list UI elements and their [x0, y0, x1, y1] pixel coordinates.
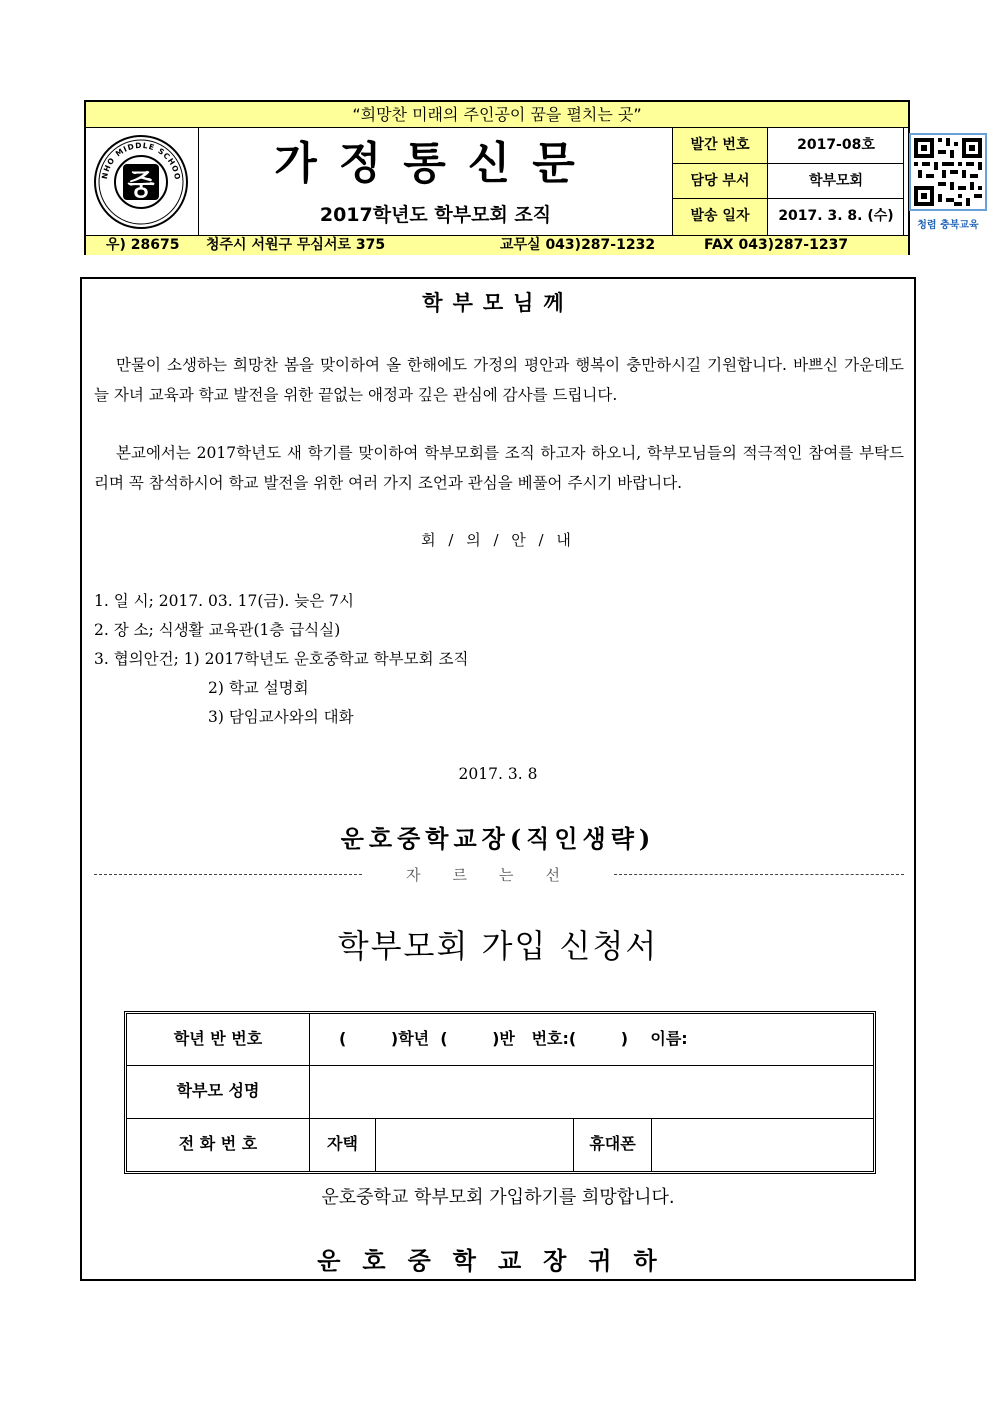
- form-row-class: [127, 1014, 873, 1066]
- qr-cell: [904, 128, 992, 235]
- class-number-field[interactable]: ( )학년 ( )반 번호:( ) 이름:: [339, 1029, 688, 1048]
- school-logo-icon: [86, 128, 196, 235]
- item-agenda-3: 3) 담임교사와의 대화: [208, 708, 354, 726]
- form-row-parent-name: [127, 1066, 873, 1118]
- qr-caption: 청렴 충북교육: [917, 220, 979, 231]
- info-row-send-date: 발송 일자 2017. 3. 8. (수): [673, 199, 903, 235]
- fax-number: FAX 043)287-1237: [704, 237, 849, 253]
- info-row-department: 담당 부서 학부모회: [673, 164, 903, 200]
- address-bar: [86, 235, 908, 255]
- form-row-phone: [127, 1119, 873, 1171]
- info-row-issue-number: 발간 번호 2017-08호: [673, 128, 903, 164]
- header-middle: [86, 128, 979, 235]
- qr-code-icon: [904, 128, 992, 216]
- cut-line: [94, 864, 904, 886]
- item-agenda-2: 2) 학교 설명회: [208, 679, 309, 697]
- letter-box: [80, 277, 916, 1281]
- item-agenda: 3. 협의안건; 1) 2017학년도 운호중학교 학부모회 조직: [94, 650, 469, 668]
- parent-name-field[interactable]: [310, 1066, 873, 1117]
- title-cell: [199, 128, 673, 235]
- item-place: 2. 장 소; 식생활 교육관(1층 급식실): [94, 621, 341, 639]
- application-form-table: [124, 1011, 876, 1174]
- item-datetime: 1. 일 시; 2017. 03. 17(금). 늦은 7시: [94, 592, 354, 610]
- parent-name-label: 학부모 성명: [127, 1066, 310, 1117]
- issue-info-table: [673, 128, 904, 235]
- logo-char: 중: [127, 168, 155, 201]
- mobile-phone-label: 휴대폰: [574, 1119, 652, 1171]
- greeting: 학부모님께: [422, 291, 574, 315]
- school-slogan: “희망찬 미래의 주인공이 꿈을 펼치는 곳”: [86, 102, 908, 128]
- postal-code: 우) 28675: [106, 237, 180, 253]
- cut-line-label: 자르는선: [406, 866, 592, 884]
- mobile-phone-field[interactable]: [652, 1119, 873, 1171]
- street-address: 청주시 서원구 무심서로 375: [206, 237, 386, 253]
- newsletter-header: [84, 100, 979, 255]
- application-wish: 운호중학교 학부모회 가입하기를 희망합니다.: [321, 1187, 675, 1208]
- office-phone: 교무실 043)287-1232: [500, 237, 656, 253]
- school-logo-cell: [86, 128, 199, 235]
- paragraph-2: 본교에서는 2017학년도 새 학기를 맞이하여 학부모회를 조직 하고자 하오니, 학부모님들의 적극적인 참여를 부탁드리며 꼭 참석하시어 학교 발전을 위한 여러 가지 조언과 관심을 베풀어 주시기 바랍니다.: [94, 444, 904, 492]
- meeting-heading: 회 / 의 / 안 / 내: [421, 531, 575, 549]
- class-number-label: 학년 반 번호: [127, 1014, 310, 1065]
- phone-label: 전 화 번 호: [127, 1119, 310, 1171]
- letter-date: 2017. 3. 8: [458, 765, 538, 783]
- home-phone-label: 자택: [310, 1119, 376, 1171]
- form-title: 학부모회 가입 신청서: [337, 927, 659, 965]
- addressee: 운호중학교장귀하: [317, 1246, 679, 1275]
- principal-signature: 운호중학교장(직인생략): [340, 824, 656, 853]
- newsletter-title: 가정통신문: [274, 138, 597, 189]
- newsletter-subtitle: 2017학년도 학부모회 조직: [319, 204, 552, 226]
- home-phone-field[interactable]: [376, 1119, 574, 1171]
- logo-text: NHO MIDDLE SCHOO: [100, 140, 183, 182]
- paragraph-1: 만물이 소생하는 희망찬 봄을 맞이하여 올 한해에도 가정의 평안과 행복이 충만하시길 기원합니다. 바쁘신 가운데도 늘 자녀 교육과 학교 발전을 위한 끝없는 애정과 깊은 관심에 감사를 드립니다.: [94, 356, 904, 404]
